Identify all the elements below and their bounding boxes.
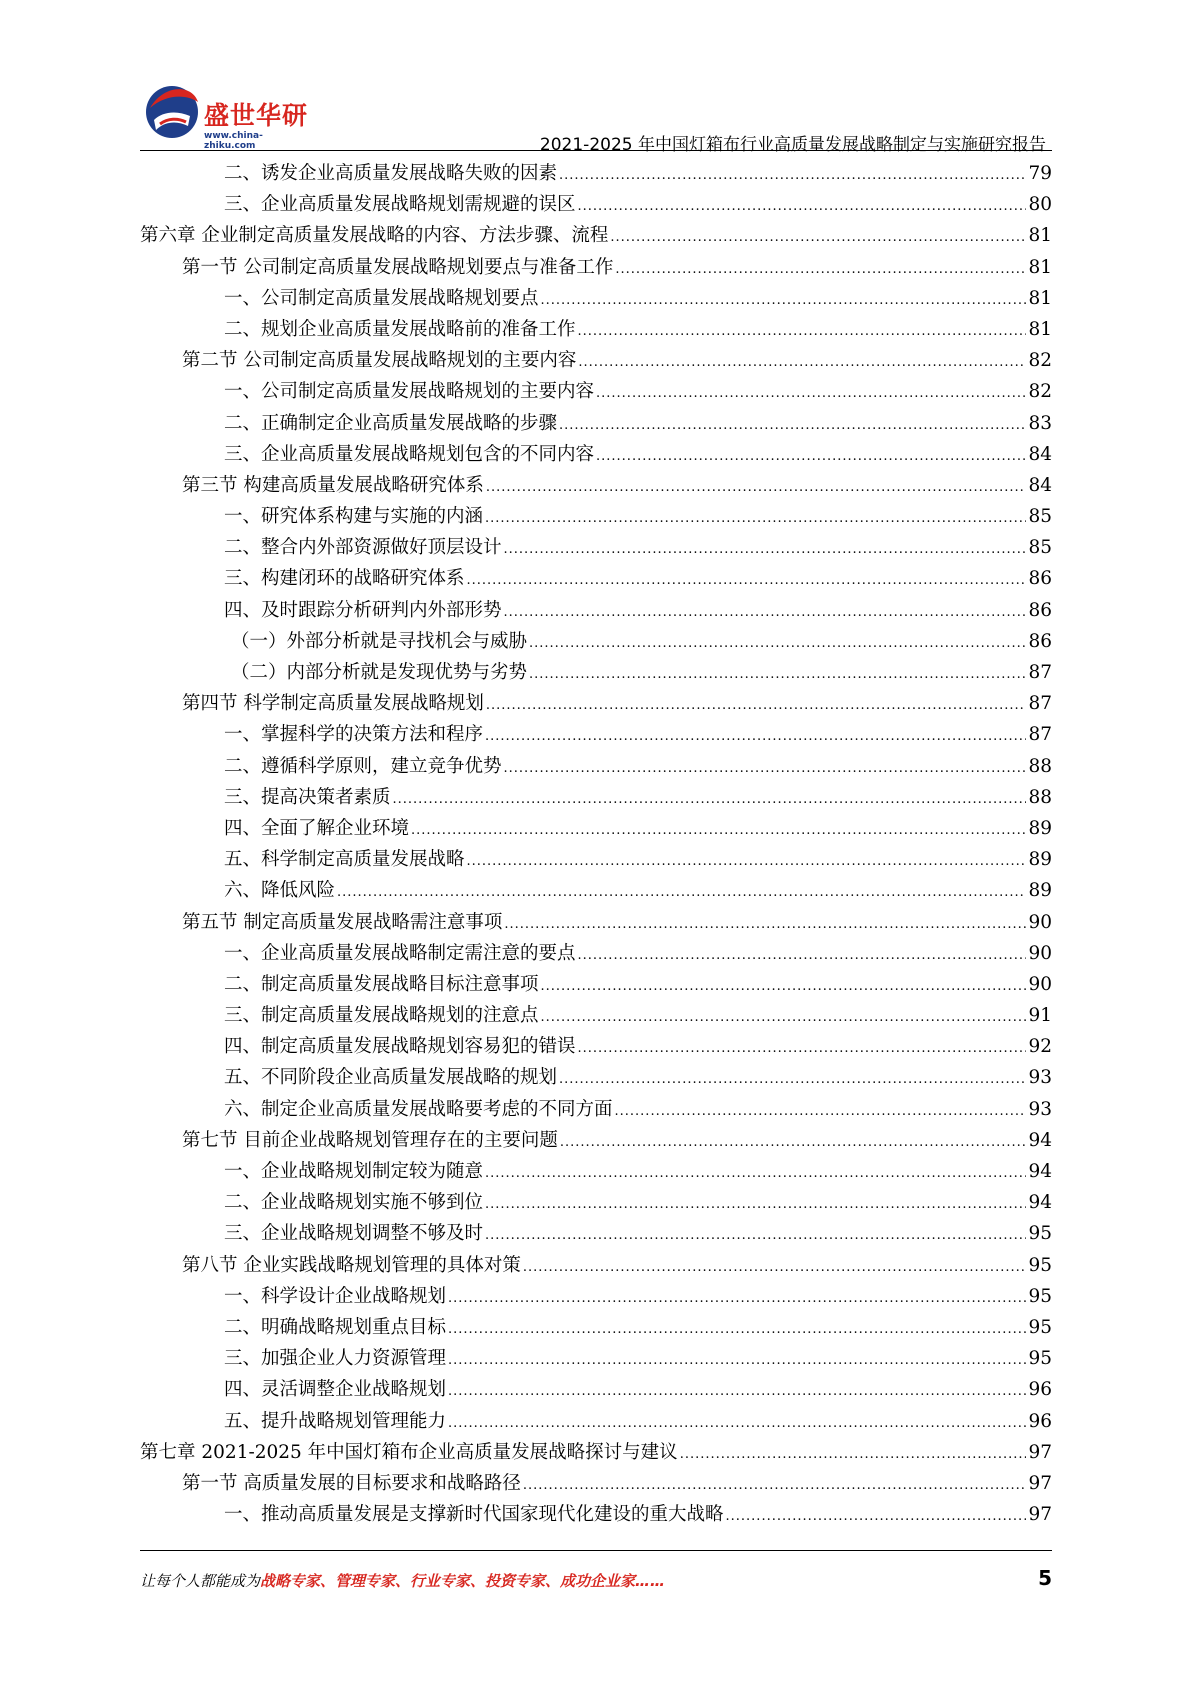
toc-entry-title: 一、研究体系构建与实施的内涵 <box>224 506 484 528</box>
toc-dot-leader <box>559 1064 1026 1095</box>
toc-entry[interactable] <box>140 220 1052 251</box>
toc-entry-page: 84 <box>1028 474 1052 496</box>
toc-entry-page: 93 <box>1028 1098 1052 1120</box>
toc-entry[interactable] <box>140 532 1052 563</box>
toc-dot-leader <box>486 690 1027 721</box>
toc-entry-page: 82 <box>1028 381 1052 403</box>
toc-dot-leader <box>448 1314 1026 1345</box>
toc-dot-leader <box>559 160 1026 191</box>
toc-entry-page: 95 <box>1028 1316 1052 1338</box>
toc-entry-page: 95 <box>1028 1254 1052 1276</box>
toc-entry-title: （一）外部分析就是寻找机会与威胁 <box>231 630 528 652</box>
toc-entry[interactable] <box>140 501 1052 532</box>
toc-entry-page: 90 <box>1028 973 1052 995</box>
table-of-contents <box>140 158 1052 1530</box>
toc-entry-page: 88 <box>1028 755 1052 777</box>
toc-entry-title: 二、诱发企业高质量发展战略失败的因素 <box>224 163 558 184</box>
toc-entry[interactable] <box>140 158 1052 189</box>
header-divider <box>140 150 1052 151</box>
toc-dot-leader <box>411 815 1026 846</box>
toc-entry-page: 85 <box>1028 537 1052 559</box>
toc-entry[interactable] <box>140 314 1052 345</box>
toc-entry[interactable] <box>140 470 1052 501</box>
toc-dot-leader <box>485 1158 1026 1189</box>
toc-entry-title: 三、构建闭环的战略研究体系 <box>224 568 465 590</box>
toc-entry-title: 四、及时跟踪分析研判内外部形势 <box>224 599 502 621</box>
toc-dot-leader <box>467 846 1027 877</box>
toc-entry-title: 三、提高决策者素质 <box>224 786 391 808</box>
toc-entry-title: 二、正确制定企业高质量发展战略的步骤 <box>224 412 558 434</box>
toc-entry[interactable] <box>140 563 1052 594</box>
toc-dot-leader <box>578 1033 1027 1064</box>
toc-entry-page: 81 <box>1028 225 1052 247</box>
toc-entry-title: 二、制定高质量发展战略目标注意事项 <box>224 973 539 995</box>
toc-entry-title: 一、科学设计企业战略规划 <box>224 1285 447 1307</box>
toc-entry[interactable] <box>140 1250 1052 1281</box>
toc-dot-leader <box>448 1283 1026 1314</box>
toc-dot-leader <box>467 565 1027 596</box>
toc-entry-page: 89 <box>1028 817 1052 839</box>
toc-dot-leader <box>541 285 1027 316</box>
toc-dot-leader <box>485 503 1026 534</box>
toc-entry-title: 五、提升战略规划管理能力 <box>224 1410 447 1432</box>
brand-logo <box>140 78 310 150</box>
toc-dot-leader <box>578 191 1027 222</box>
toc-entry-page: 96 <box>1028 1379 1052 1401</box>
toc-entry-page: 94 <box>1028 1161 1052 1182</box>
toc-dot-leader <box>596 378 1026 409</box>
page-number: 5 <box>1038 1566 1052 1590</box>
toc-dot-leader <box>615 1096 1027 1127</box>
toc-entry-title: 四、制定高质量发展战略规划容易犯的错误 <box>224 1036 576 1058</box>
toc-entry[interactable] <box>140 1125 1052 1156</box>
toc-dot-leader <box>529 628 1026 659</box>
toc-dot-leader <box>393 784 1027 815</box>
toc-entry-title: 一、公司制定高质量发展战略规划的主要内容 <box>224 381 595 403</box>
toc-entry-page: 86 <box>1028 568 1052 590</box>
toc-entry[interactable] <box>140 1437 1052 1468</box>
toc-entry[interactable] <box>140 813 1052 844</box>
toc-entry[interactable] <box>140 1468 1052 1499</box>
toc-entry-title: 二、明确战略规划重点目标 <box>224 1316 447 1338</box>
toc-entry-title: 一、推动高质量发展是支撑新时代国家现代化建设的重大战略 <box>224 1504 724 1526</box>
toc-dot-leader <box>485 1189 1026 1220</box>
toc-dot-leader <box>615 254 1026 285</box>
toc-dot-leader <box>726 1501 1027 1532</box>
toc-entry-title: 一、公司制定高质量发展战略规划要点 <box>224 287 539 309</box>
toc-entry-page: 81 <box>1028 287 1052 309</box>
toc-entry-page: 83 <box>1028 412 1052 434</box>
toc-entry[interactable] <box>140 657 1052 688</box>
toc-entry-title: 六、制定企业高质量发展战略要考虑的不同方面 <box>224 1098 613 1120</box>
toc-entry-page: 88 <box>1028 786 1052 808</box>
toc-dot-leader <box>680 1439 1027 1470</box>
toc-dot-leader <box>610 222 1026 253</box>
toc-entry-title: 三、企业高质量发展战略规划需规避的误区 <box>224 194 576 216</box>
toc-dot-leader <box>578 940 1027 971</box>
toc-dot-leader <box>523 1252 1027 1283</box>
toc-entry[interactable] <box>140 938 1052 969</box>
toc-dot-leader <box>504 753 1027 784</box>
toc-dot-leader <box>541 1002 1027 1033</box>
toc-dot-leader <box>559 410 1026 441</box>
toc-entry[interactable] <box>140 1343 1052 1374</box>
toc-dot-leader <box>486 472 1027 503</box>
brand-url: www.china-zhiku.com <box>204 131 263 151</box>
toc-entry[interactable] <box>140 1218 1052 1249</box>
toc-entry-page: 95 <box>1028 1285 1052 1307</box>
toc-dot-leader <box>504 597 1027 628</box>
toc-entry-title: 二、遵循科学原则，建立竞争优势 <box>224 755 502 777</box>
toc-entry[interactable] <box>140 1187 1052 1218</box>
toc-entry-title: 第二节 公司制定高质量发展战略规划的主要内容 <box>182 350 577 372</box>
toc-entry-page: 80 <box>1028 194 1052 216</box>
toc-entry-title: 第八节 企业实践战略规划管理的具体对策 <box>182 1254 521 1276</box>
toc-entry-page: 95 <box>1028 1223 1052 1245</box>
toc-dot-leader <box>448 1376 1026 1407</box>
toc-entry[interactable] <box>140 907 1052 938</box>
toc-entry-title: 五、不同阶段企业高质量发展战略的规划 <box>224 1067 558 1089</box>
toc-entry[interactable] <box>140 1406 1052 1437</box>
toc-entry[interactable] <box>140 1312 1052 1343</box>
toc-entry-title: 第三节 构建高质量发展战略研究体系 <box>182 474 484 496</box>
toc-entry-title: 第七章 2021-2025 年中国灯箱布企业高质量发展战略探讨与建议 <box>140 1441 678 1463</box>
toc-entry-title: 第四节 科学制定高质量发展战略规划 <box>182 693 484 715</box>
toc-entry-page: 94 <box>1028 1192 1052 1214</box>
toc-entry-title: 第六章 企业制定高质量发展战略的内容、方法步骤、流程 <box>140 225 609 247</box>
toc-entry[interactable] <box>140 875 1052 906</box>
toc-dot-leader <box>337 877 1026 908</box>
toc-entry-page: 87 <box>1028 662 1052 683</box>
toc-entry[interactable] <box>140 1000 1052 1031</box>
toc-entry-title: 四、全面了解企业环境 <box>224 817 410 839</box>
toc-entry[interactable] <box>140 189 1052 220</box>
toc-entry[interactable] <box>140 719 1052 750</box>
toc-entry[interactable] <box>140 1031 1052 1062</box>
page-header <box>140 78 1052 160</box>
toc-entry-title: 第五节 制定高质量发展战略需注意事项 <box>182 911 503 933</box>
toc-entry-title: 第七节 目前企业战略规划管理存在的主要问题 <box>182 1129 558 1151</box>
toc-entry[interactable] <box>140 376 1052 407</box>
toc-entry-title: 一、企业高质量发展战略制定需注意的要点 <box>224 942 576 964</box>
toc-entry-page: 85 <box>1028 506 1052 528</box>
toc-entry[interactable] <box>140 1156 1052 1187</box>
toc-entry[interactable] <box>140 626 1052 657</box>
document-title: 2021-2025 年中国灯箱布行业高质量发展战略制定与实施研究报告 <box>539 135 1046 155</box>
toc-entry-page: 89 <box>1028 849 1052 871</box>
toc-entry[interactable] <box>140 1281 1052 1312</box>
toc-entry[interactable] <box>140 408 1052 439</box>
toc-entry-page: 93 <box>1028 1067 1052 1089</box>
toc-entry-page: 94 <box>1028 1129 1052 1151</box>
toc-dot-leader <box>504 909 1026 940</box>
toc-entry-title: 六、降低风险 <box>224 880 336 902</box>
toc-entry-page: 96 <box>1028 1410 1052 1432</box>
toc-entry-page: 81 <box>1028 256 1052 278</box>
toc-dot-leader <box>529 659 1026 690</box>
footer-emphasis: 战略专家、管理专家、行业专家、投资专家、成功企业家…… <box>260 1572 666 1590</box>
toc-entry-title: 三、企业高质量发展战略规划包含的不同内容 <box>224 443 595 465</box>
toc-dot-leader <box>485 1220 1026 1251</box>
toc-entry[interactable] <box>140 969 1052 1000</box>
toc-entry-page: 87 <box>1028 724 1052 746</box>
toc-entry[interactable] <box>140 595 1052 626</box>
toc-entry-title: 二、整合内外部资源做好顶层设计 <box>224 537 502 559</box>
toc-entry-page: 87 <box>1028 693 1052 715</box>
toc-entry[interactable] <box>140 1499 1052 1530</box>
toc-entry-page: 90 <box>1028 942 1052 964</box>
toc-entry-title: 第一节 高质量发展的目标要求和战略路径 <box>182 1472 521 1494</box>
toc-dot-leader <box>596 441 1026 472</box>
brand-name: 盛世华研 <box>204 101 309 130</box>
toc-entry-title: 三、制定高质量发展战略规划的注意点 <box>224 1005 539 1027</box>
toc-entry[interactable] <box>140 751 1052 782</box>
toc-entry[interactable] <box>140 252 1052 283</box>
toc-entry-page: 84 <box>1028 443 1052 465</box>
toc-entry[interactable] <box>140 1094 1052 1125</box>
toc-dot-leader <box>448 1408 1026 1439</box>
toc-entry-title: 三、加强企业人力资源管理 <box>224 1348 447 1370</box>
toc-entry[interactable] <box>140 844 1052 875</box>
toc-entry-page: 97 <box>1028 1441 1052 1463</box>
toc-entry-title: （二）内部分析就是发现优势与劣势 <box>231 662 528 683</box>
toc-dot-leader <box>485 721 1026 752</box>
toc-entry-page: 81 <box>1028 318 1052 340</box>
toc-dot-leader <box>560 1127 1027 1158</box>
toc-entry-title: 一、企业战略规划制定较为随意 <box>224 1161 484 1182</box>
footer-slogan <box>140 1570 665 1591</box>
toc-entry[interactable] <box>140 283 1052 314</box>
toc-entry[interactable] <box>140 688 1052 719</box>
toc-dot-leader <box>541 971 1027 1002</box>
toc-entry[interactable] <box>140 345 1052 376</box>
toc-dot-leader <box>523 1470 1027 1501</box>
toc-dot-leader <box>504 534 1027 565</box>
toc-entry-page: 86 <box>1028 599 1052 621</box>
footer-prefix: 让每个人都能成为 <box>140 1572 261 1590</box>
toc-entry-title: 五、科学制定高质量发展战略 <box>224 849 465 871</box>
footer-divider <box>140 1550 1052 1551</box>
toc-entry-page: 92 <box>1028 1036 1052 1058</box>
toc-dot-leader <box>578 316 1027 347</box>
toc-entry-title: 二、规划企业高质量发展战略前的准备工作 <box>224 318 576 340</box>
toc-entry[interactable] <box>140 1062 1052 1093</box>
toc-entry-page: 91 <box>1028 1005 1052 1027</box>
toc-entry-page: 90 <box>1028 911 1052 933</box>
toc-entry-page: 79 <box>1028 163 1052 184</box>
toc-dot-leader <box>578 347 1026 378</box>
toc-entry-title: 一、掌握科学的决策方法和程序 <box>224 724 484 746</box>
toc-entry-page: 95 <box>1028 1348 1052 1370</box>
toc-entry[interactable] <box>140 782 1052 813</box>
toc-entry-page: 89 <box>1028 880 1052 902</box>
toc-entry[interactable] <box>140 439 1052 470</box>
toc-entry[interactable] <box>140 1374 1052 1405</box>
toc-entry-page: 86 <box>1028 630 1052 652</box>
logo-emblem-icon <box>140 78 204 142</box>
toc-entry-page: 82 <box>1028 350 1052 372</box>
toc-entry-page: 97 <box>1028 1472 1052 1494</box>
toc-entry-title: 二、企业战略规划实施不够到位 <box>224 1192 484 1214</box>
toc-dot-leader <box>448 1345 1026 1376</box>
toc-entry-title: 第一节 公司制定高质量发展战略规划要点与准备工作 <box>182 256 614 278</box>
toc-entry-title: 四、灵活调整企业战略规划 <box>224 1379 447 1401</box>
toc-entry-title: 三、企业战略规划调整不够及时 <box>224 1223 484 1245</box>
toc-entry-page: 97 <box>1028 1504 1052 1526</box>
